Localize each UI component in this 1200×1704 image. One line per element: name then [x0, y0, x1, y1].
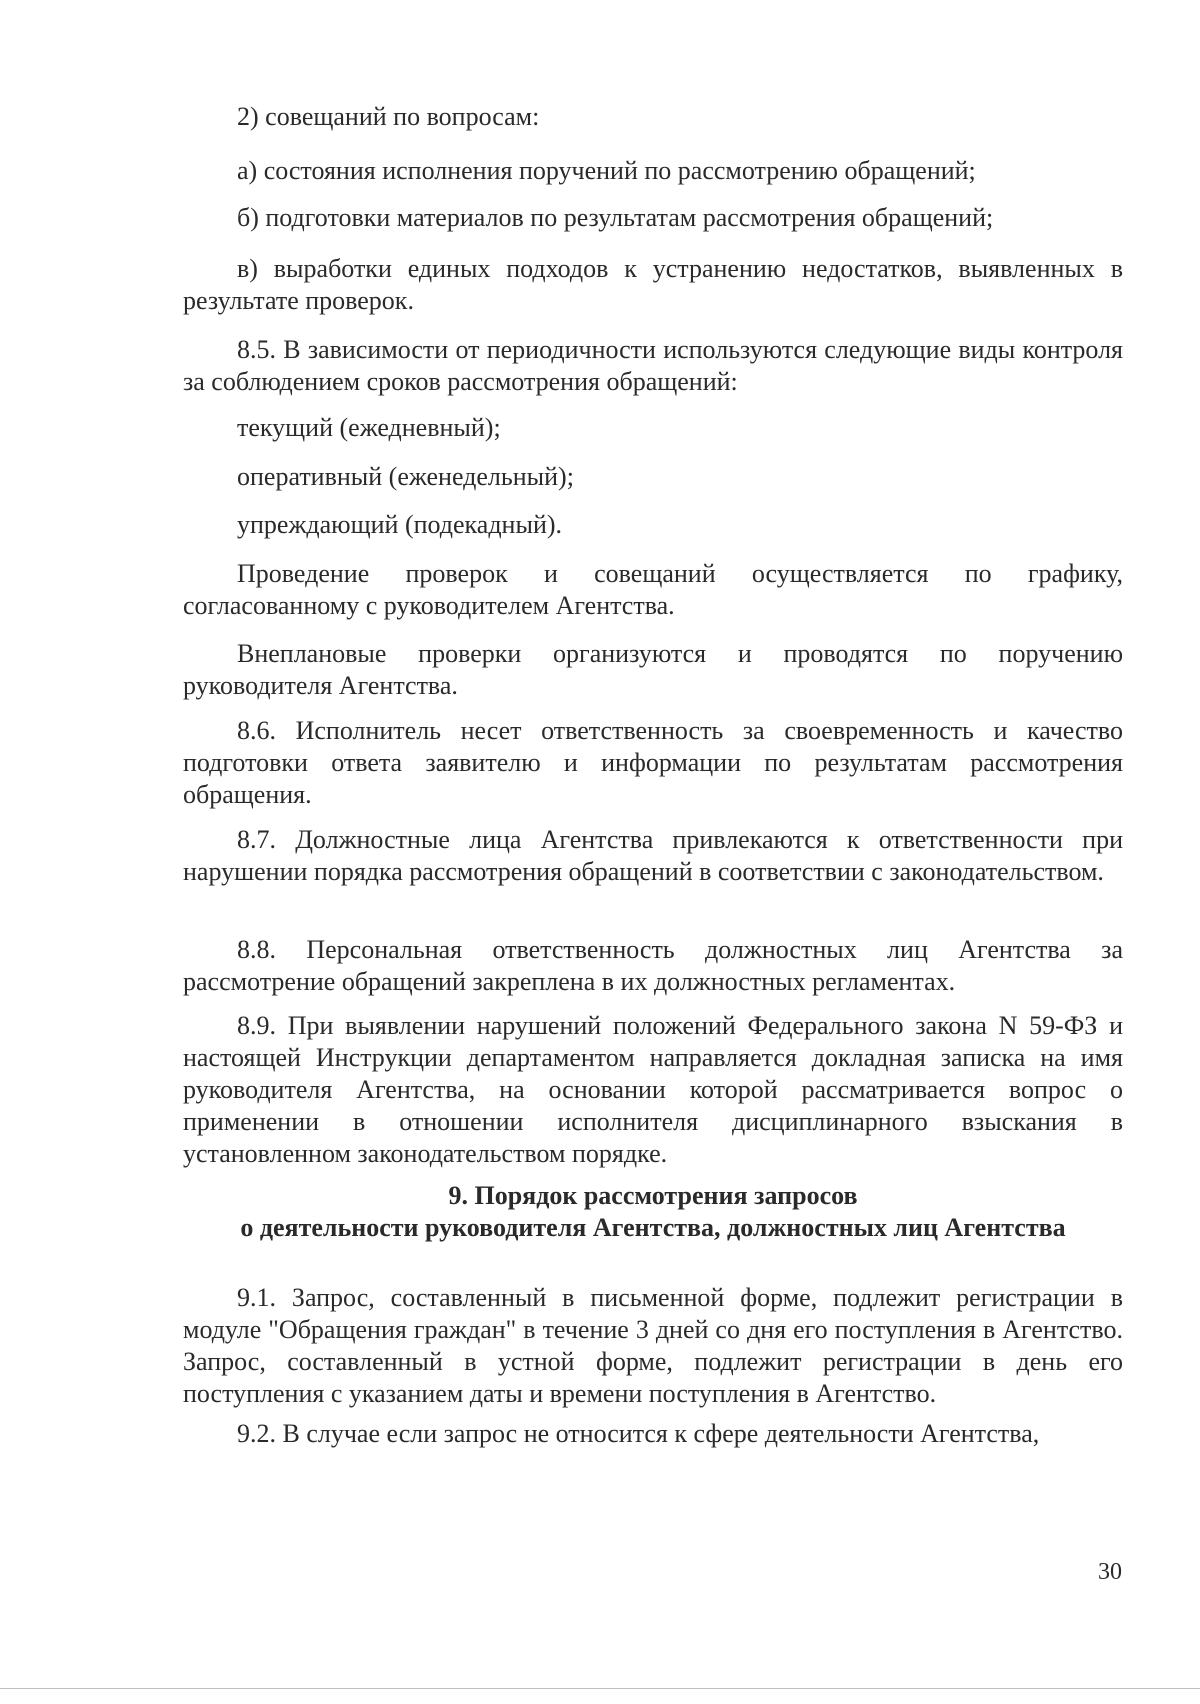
paragraph-8-7: 8.7. Должностные лица Агентства привлекаются к ответственности при нарушении порядка рассмотрения обращений в соответствии с законодательством.	[183, 825, 1123, 886]
paragraph-current: текущий (ежедневный);	[237, 413, 501, 442]
paragraph-item-b: б) подготовки материалов по результатам рассмотрения обращений;	[237, 203, 994, 232]
paragraph-preventive: упреждающий (подекадный).	[237, 510, 563, 539]
paragraph-8-9: 8.9. При выявлении нарушений положений Федерального закона N 59-ФЗ и настоящей Инструкции департаментом направляется докладная записка на имя руководителя Агентства, на основании которой рассматривается вопрос о применении в отношении исполнителя дисциплинарного взыскания в установленном законодательством порядке.	[183, 1011, 1123, 1168]
paragraph-8-6: 8.6. Исполнитель несет ответственность за своевременность и качество подготовки ответа заявителю и информации по результатам рассмотрения обращения.	[183, 716, 1123, 809]
paragraph-unscheduled: Внеплановые проверки организуются и проводятся по поручению руководителя Агентства.	[183, 639, 1123, 700]
section-title-line2: о деятельности руководителя Агентства, должностных лиц Агентства	[240, 1213, 1066, 1242]
paragraph-meetings: 2) совещаний по вопросам:	[237, 102, 540, 131]
section-9-heading	[183, 1180, 1123, 1244]
paragraph-8-5: 8.5. В зависимости от периодичности используются следующие виды контроля за соблюдением сроков рассмотрения обращений:	[183, 335, 1123, 396]
scan-bottom-edge	[0, 1688, 1200, 1689]
paragraph-9-1: 9.1. Запрос, составленный в письменной форме, подлежит регистрации в модуле "Обращения граждан" в течение 3 дней со дня его поступления в Агентство. Запрос, составленный в устной форме, подлежит регистрации в день его поступления с указанием даты и времени поступления в Агентство.	[183, 1283, 1123, 1408]
page-number: 30	[1098, 1559, 1122, 1585]
paragraph-8-8: 8.8. Персональная ответственность должностных лиц Агентства за рассмотрение обращений закреплена в их должностных регламентах.	[183, 935, 1123, 996]
section-title-line1: 9. Порядок рассмотрения запросов	[448, 1181, 858, 1210]
paragraph-item-a: а) состояния исполнения поручений по рассмотрению обращений;	[237, 156, 976, 185]
paragraph-schedule: Проведение проверок и совещаний осуществляется по графику, согласованному с руководителем Агентства.	[183, 559, 1123, 620]
paragraph-item-v: в) выработки единых подходов к устранению недостатков, выявленных в результате проверок.	[183, 254, 1123, 315]
paragraph-9-2: 9.2. В случае если запрос не относится к сфере деятельности Агентства,	[237, 1419, 1040, 1448]
paragraph-operative: оперативный (еженедельный);	[237, 462, 574, 491]
